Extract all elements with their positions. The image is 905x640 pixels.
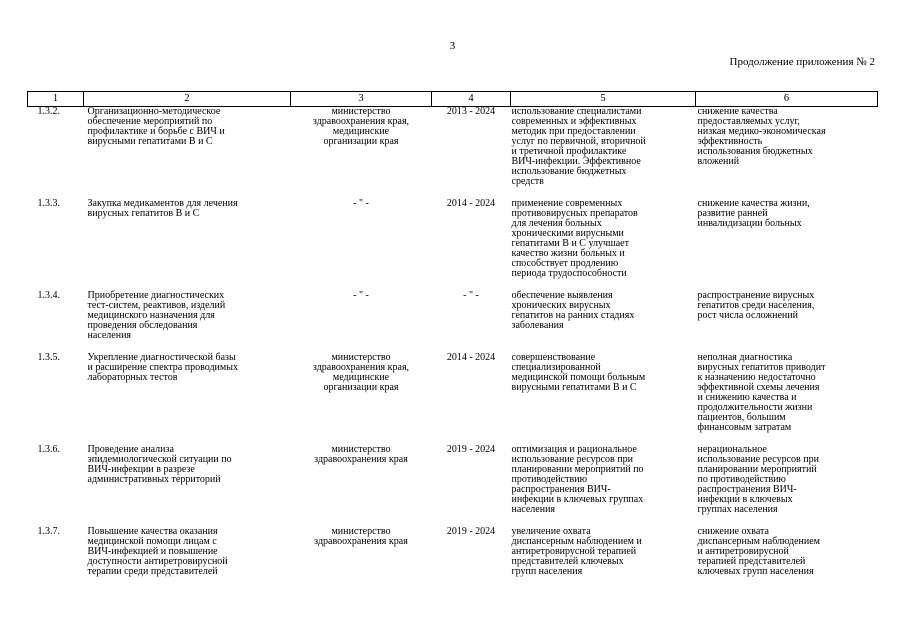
measure-years: 2019 - 2024 [446, 526, 496, 537]
expected-result: применение современных противовирусных препаратов для лечения больных хроническими вирусными гепатитами В и С улучшает качество жизни больных и способствует продлению периода трудоспособности [511, 198, 638, 279]
measure-years: 2014 - 2024 [446, 198, 496, 209]
non-implementation-consequence: неполная диагностика вирусных гепатитов приводит к назначению недостаточно эффективной схемы лечения и снижению качества и продолжительности жизни пациентов, большим финансовым затратам [697, 352, 826, 433]
row-number: 1.3.3. [37, 198, 60, 209]
header-row [28, 92, 878, 107]
expected-result: оптимизация и рациональное использование ресурсов при планировании мероприятий по противодействию распространения ВИЧ- инфекции в ключевых группах населения [511, 444, 644, 515]
table-row [28, 527, 878, 577]
header-col-6: 6 [696, 92, 878, 107]
measure-years: 2014 - 2024 [446, 352, 496, 363]
measure-executor: министерство здравоохранения края [314, 526, 408, 547]
expected-result: совершенствование специализированной медицинской помощи больным вирусными гепатитами В и С [511, 352, 646, 393]
measure-years: 2019 - 2024 [446, 444, 496, 455]
header-col-5: 5 [511, 92, 696, 107]
measure-name: Укрепление диагностической базы и расширение спектра проводимых лабораторных тестов [87, 352, 238, 383]
measure-executor: министерство здравоохранения края, медицинские организации края [312, 106, 410, 147]
measure-name: Проведение анализа эпидемиологической ситуации по ВИЧ-инфекции в разрезе административных территорий [87, 444, 232, 485]
non-implementation-consequence: распространение вирусных гепатитов среди населения, рост числа осложнений [697, 290, 815, 321]
row-number: 1.3.4. [37, 290, 60, 301]
row-number: 1.3.7. [37, 526, 60, 537]
measure-name: Повышение качества оказания медицинской помощи лицам с ВИЧ-инфекцией и повышение доступности антиретровирусной терапии среди представителей [87, 526, 228, 577]
non-implementation-consequence: нерациональное использование ресурсов при планировании мероприятий по противодействию распространения ВИЧ- инфекции в ключевых группах населения [697, 444, 819, 515]
measures-table [27, 91, 878, 577]
measure-years: 2013 - 2024 [446, 106, 496, 117]
row-number: 1.3.2. [37, 106, 60, 117]
table-row [28, 107, 878, 200]
header-col-1: 1 [28, 92, 84, 107]
expected-result: увеличение охвата диспансерным наблюдением и антиретровирусной терапией представителей ключевых групп населения [511, 526, 642, 577]
measure-years: - " - [463, 290, 479, 301]
measure-name: Приобретение диагностических тест-систем, реактивов, изделий медицинского назначения для проведения обследования населения [87, 290, 226, 341]
table-row [28, 445, 878, 527]
expected-result: использование специалистами современных и эффективных методик при предоставлении услуг по первичной, вторичной и третичной профилактике ВИЧ-инфекции. Эффективное использование бюджетных средств [511, 106, 646, 187]
table-row [28, 353, 878, 445]
non-implementation-consequence: снижение качества жизни, развитие ранней инвалидизации больных [697, 198, 810, 229]
appendix-continuation-label: Продолжение приложения № 2 [729, 56, 875, 68]
measure-executor: министерство здравоохранения края, медицинские организации края [312, 352, 410, 393]
row-number: 1.3.6. [37, 444, 60, 455]
table-row [28, 291, 878, 353]
row-number: 1.3.5. [37, 352, 60, 363]
measure-executor: - " - [353, 290, 369, 301]
header-col-4: 4 [432, 92, 511, 107]
table-row [28, 199, 878, 291]
non-implementation-consequence: снижение охвата диспансерным наблюдением и антиретровирусной терапией представителей ключевых групп населения [697, 526, 820, 577]
measure-executor: - " - [353, 198, 369, 209]
measure-executor: министерство здравоохранения края [314, 444, 408, 465]
page-number: 3 [449, 40, 456, 52]
header-col-3: 3 [291, 92, 432, 107]
non-implementation-consequence: снижение качества предоставляемых услуг, низкая медико-экономическая эффективность использования бюджетных вложений [697, 106, 826, 167]
measure-name: Закупка медикаментов для лечения вирусных гепатитов В и С [87, 198, 238, 219]
header-col-2: 2 [84, 92, 291, 107]
expected-result: обеспечение выявления хронических вирусных гепатитов на ранних стадиях заболевания [511, 290, 635, 331]
measure-name: Организационно-методическое обеспечение мероприятий по профилактике и борьбе с ВИЧ и вирусными гепатитами В и С [87, 106, 225, 147]
